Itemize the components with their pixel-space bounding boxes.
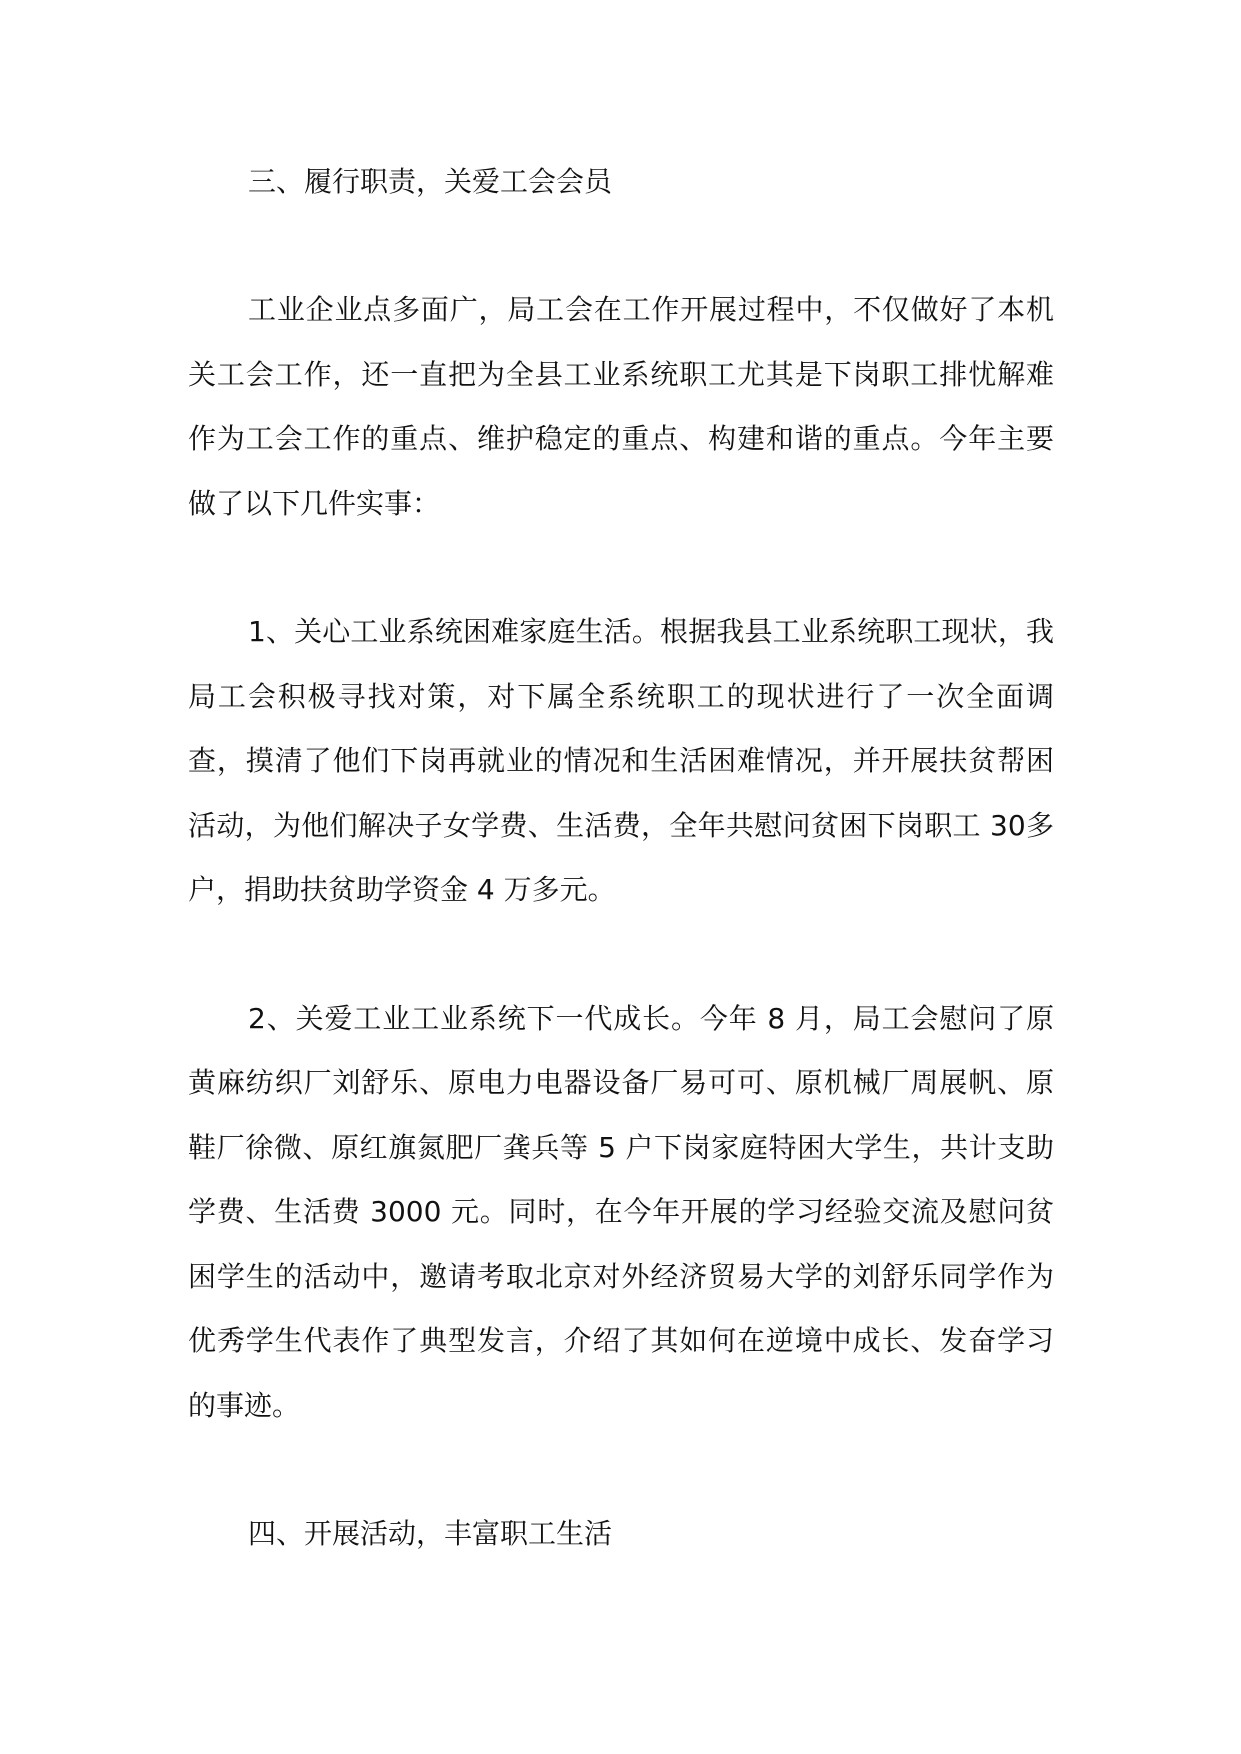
paragraph-gap (188, 923, 1054, 987)
section-heading-4: 四、开展活动，丰富职工生活 (248, 1517, 613, 1550)
paragraph-gap (188, 536, 1054, 600)
list-item-1: 1、关心工业系统困难家庭生活。根据我县工业系统职工现状，我局工会积极寻找对策，对下属全系统职工的现状进行了一次全面调查，摸清了他们下岗再就业的情况和生活困难情况，并开展扶贫帮困活动，为他们解决子女学费、生活费，全年共慰问贫困下岗职工 30多户，捐助扶贫助学资金 4 万多元。 (188, 615, 1054, 906)
document-page (188, 150, 1054, 1566)
section-heading-3: 三、履行职责，关爱工会会员 (248, 165, 613, 198)
list-item-2: 2、关爱工业工业系统下一代成长。今年 8 月，局工会慰问了原黄麻纺织厂刘舒乐、原电力电器设备厂易可可、原机械厂周展帆、原鞋厂徐微、原红旗氮肥厂龚兵等 5 户下岗家庭特困大学生，共计支助学费、生活费 3000 元。同时，在今年开展的学习经验交流及慰问贫困学生的活动中，邀请考取北京对外经济贸易大学的刘舒乐同学作为优秀学生代表作了典型发言，介绍了其如何在逆境中成长、发奋学习的事迹。 (188, 1001, 1054, 1422)
paragraph-gap (188, 1438, 1054, 1502)
intro-paragraph: 工业企业点多面广，局工会在工作开展过程中，不仅做好了本机关工会工作，还一直把为全县工业系统职工尤其是下岗职工排忧解难作为工会工作的重点、维护稳定的重点、构建和谐的重点。今年主要做了以下几件实事： (188, 293, 1054, 520)
paragraph-gap (188, 214, 1054, 278)
